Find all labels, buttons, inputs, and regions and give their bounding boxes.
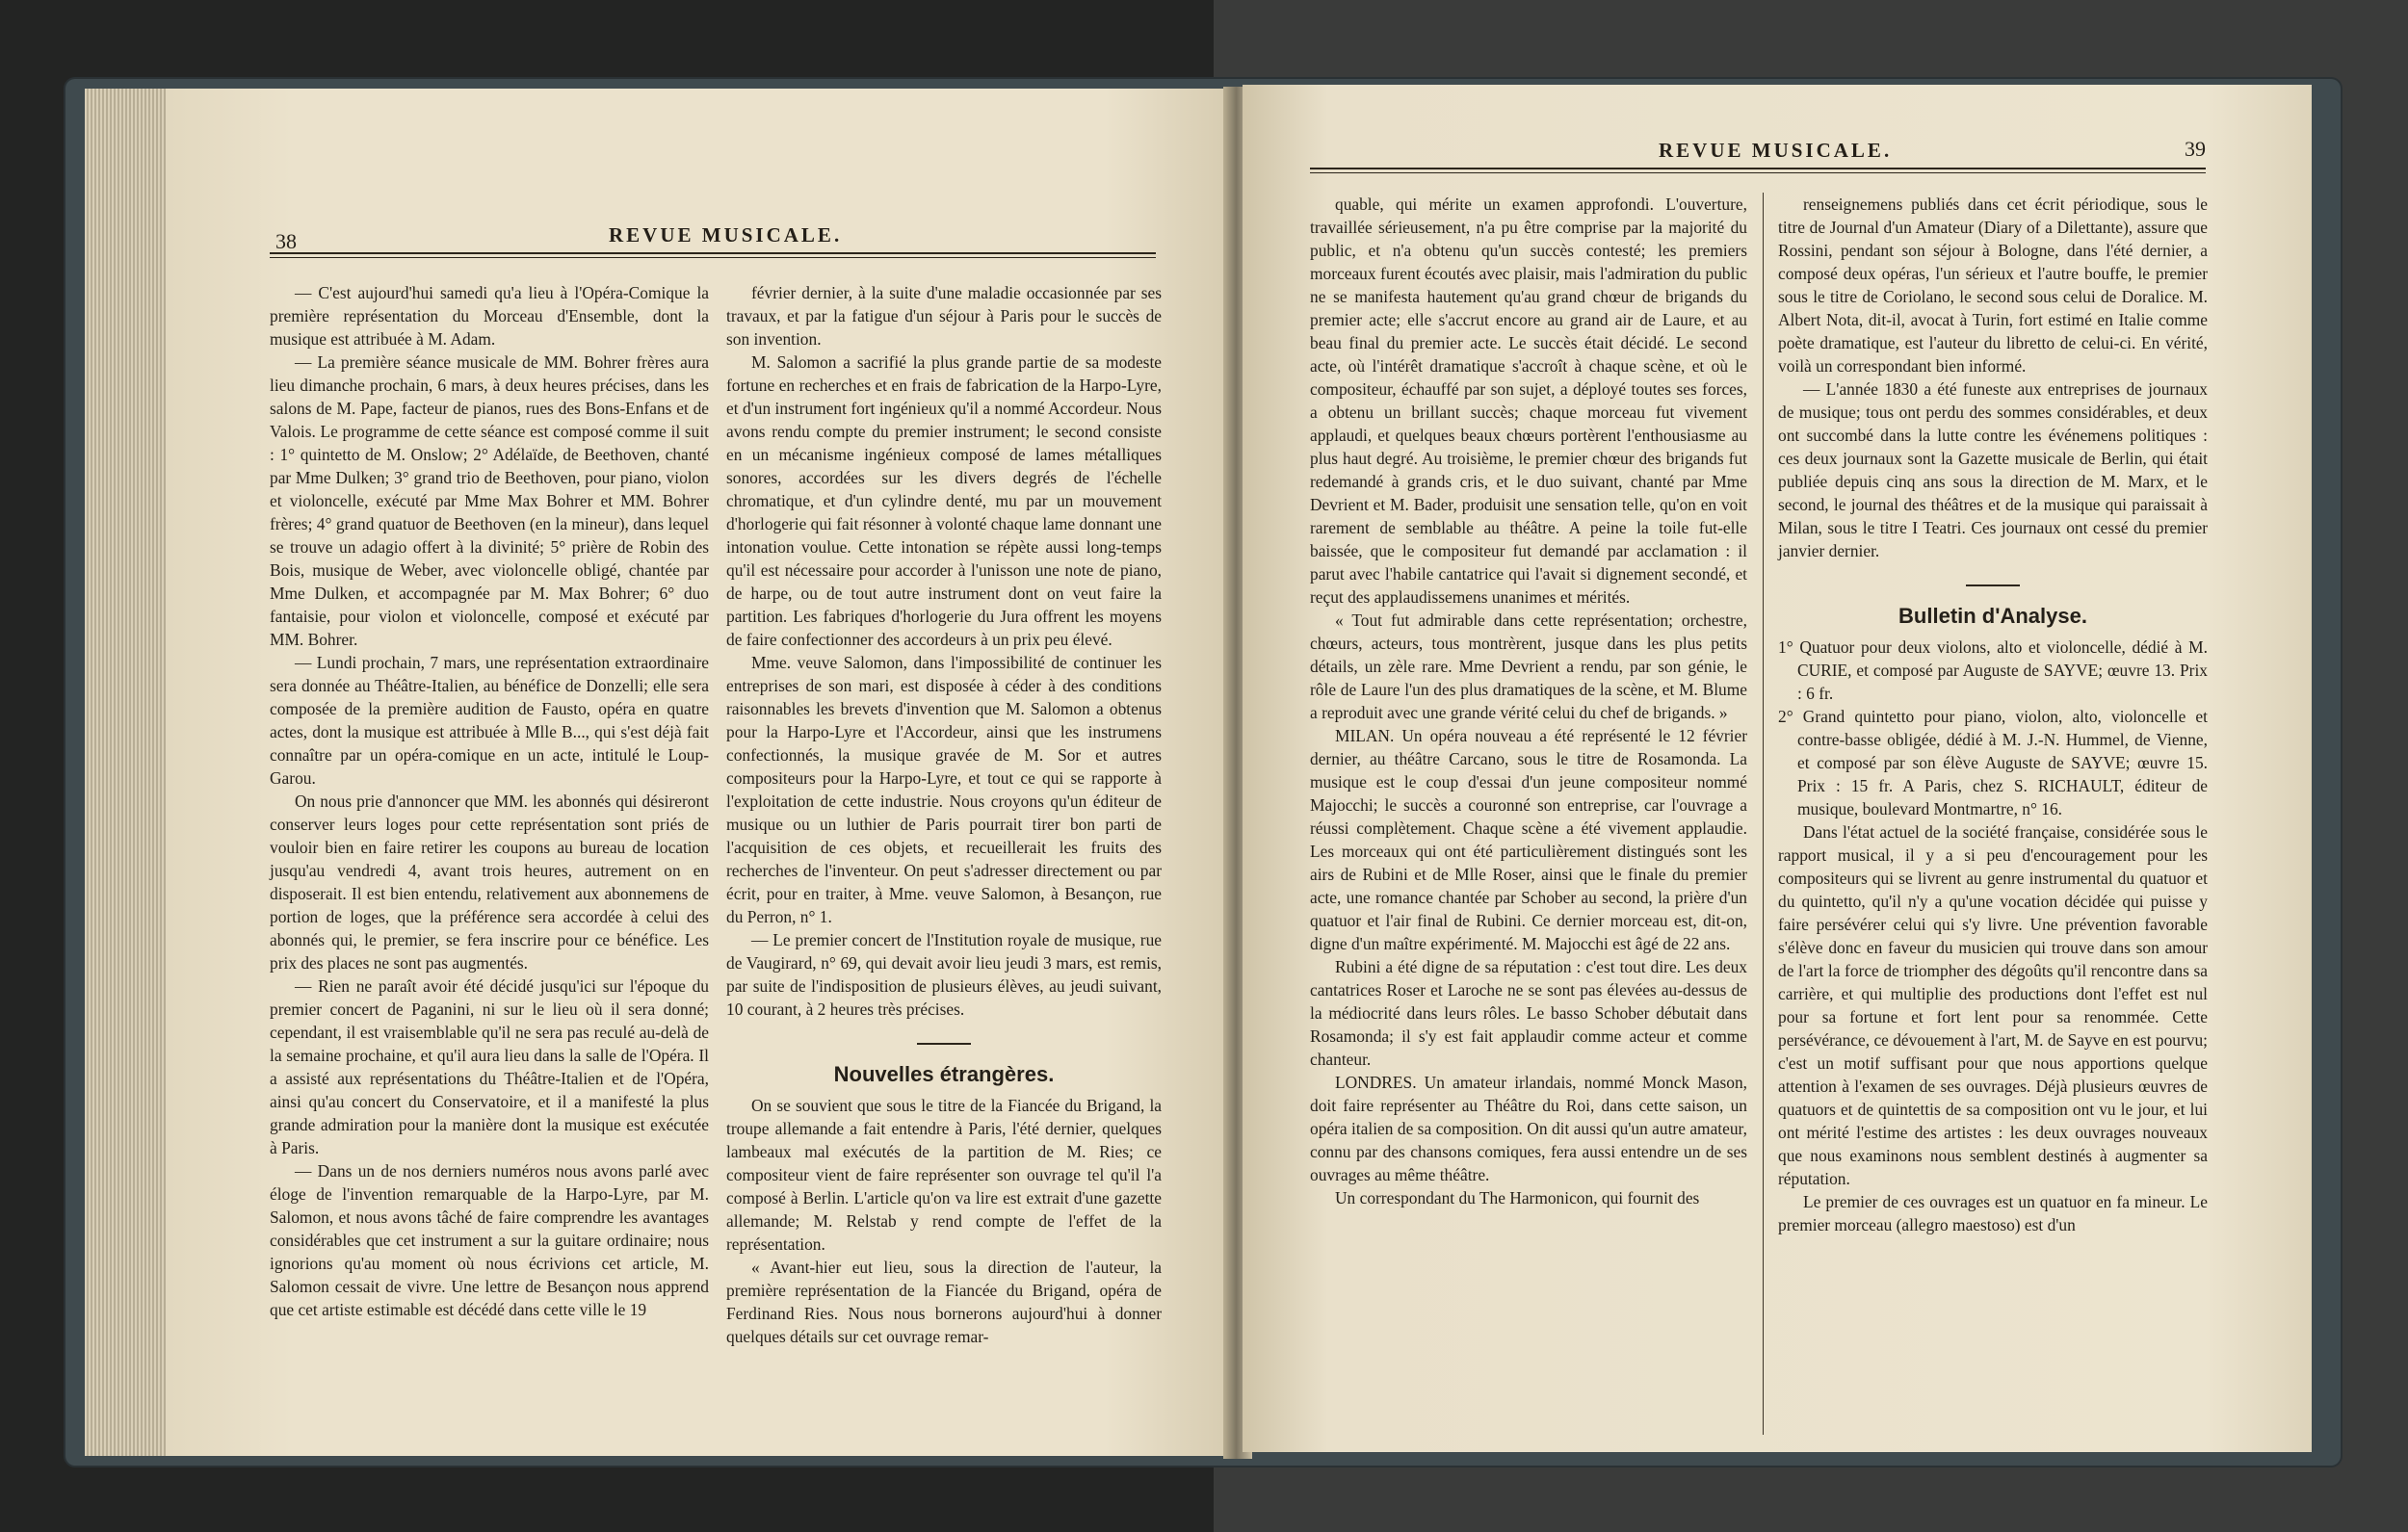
paragraph: « Tout fut admirable dans cette représentation; orchestre, chœurs, acteurs, tous montrèrent, jusque dans les plus petits détails, un zèle rare. Mme Devrient a rendu, par son génie, le rôle de Laure l'un des plus dramatiques de la scène, et M. Blume a reproduit avec une grande vérité celui du chef de brigands. » — [1310, 610, 1747, 722]
paragraph: quable, qui mérite un examen approfondi. L'ouverture, travaillée sérieusement, n'a pu être comprise par la majorité du public, et n'a obtenu qu'un succès contesté; les premiers morceaux furent écoutés avec plaisir, mais l'admiration du public ne se manifesta hautement qu'au grand chœur de brigands du premier acte; elle s'accrut encore au grand air de Laure, et au beau final du premier acte. Le succès était décidé. Le second acte, où l'intérêt dramatique s'accroît à chaque scène, et où le compositeur, échauffé par son sujet, a déployé toutes ses forces, a obtenu un brillant succès; chaque morceau fut vivement applaudi, et quelques beaux chœurs portèrent l'enthousiasme au plus haut degré. Au troisième, le premier chœur des brigands fut redemandé à grands cris, et le duo suivant, chanté par Mme Devrient et M. Bader, produisit une sensation telle, qu'on en voit rarement de semblable au théâtre. A peine la toile fut-elle baissée, que le compositeur fut demandé par acclamation : il parut avec l'habile cantatrice qui l'avait si dignement secondé, et reçut des applaudissemens unanimes et mérités. — [1310, 195, 1747, 607]
section-heading: Bulletin d'Analyse. — [1898, 604, 2087, 628]
running-head: REVUE MUSICALE. — [609, 223, 843, 247]
paragraph: renseignemens publiés dans cet écrit périodique, sous le titre de Journal d'un Amateur (Diary of a Dilettante), assure que Rossini, pendant son séjour à Bologne, dans l'été dernier, a composé deux opéras, l'un sérieux et l'autre bouffe, le premier sous le titre de Coriolano, le second sous celui de Doralice. M. Albert Nota, dit-il, avocat à Turin, fort estimé en Italie comme poète dramatique, est l'auteur du libretto de celui-ci. En vérité, voilà un correspondant bien informé. — [1778, 195, 2208, 376]
paragraph: — Lundi prochain, 7 mars, une représentation extraordinaire sera donnée au Théâtre-Italien, au bénéfice de Donzelli; elle sera composée de la première audition de Fausto, opéra en quatre actes, dont la musique est attribuée à Mlle B..., qui s'est déjà fait connaître par un opéra-comique en un acte, intitulé le Loup-Garou. — [270, 653, 709, 788]
bulletin-item: 1° Quatuor pour deux violons, alto et violoncelle, dédié à M. CURIE, et composé par Auguste de SAYVE; œuvre 13. Prix : 6 fr. — [1778, 637, 2208, 703]
section-heading: Nouvelles étrangères. — [833, 1062, 1055, 1086]
paragraph: Mme. veuve Salomon, dans l'impossibilité de continuer les entreprises de son mari, est disposée à céder à des conditions raisonnables les brevets d'invention que M. Salomon a obtenus pour la Harpo-Lyre et l'Accordeur, ainsi que les instrumens confectionnés, la musique gravée de M. Sor et autres compositeurs pour la Harpo-Lyre, et tout ce qui se rapporte à l'exploitation de cette industrie. Nous croyons qu'un éditeur de musique ou un luthier de Paris pourrait tirer bon parti de l'acquisition de ces objets, et recueillerait les fruits des recherches de l'inventeur. On peut s'adresser directement ou par écrit, pour en traiter, à Mme. veuve Salomon, à Besançon, rue du Perron, n° 1. — [726, 653, 1162, 926]
paragraph: Dans l'état actuel de la société française, considérée sous le rapport musical, il y a si peu d'encouragement pour les compositeurs qui se livrent au genre instrumental du quatuor et du quintetto, qu'il n'y a qu'une vocation décidée qui puisse y faire persévérer celui qui s'y livre. Une prévention favorable s'élève donc en faveur du musicien qui trouve dans son amour de l'art la force de triompher des dégoûts qu'il rencontre dans sa carrière, et qui multiplie des productions dont l'effet est nul pour sa fortune et fort lent pour sa renommée. Cette persévérance, ce dévouement à l'art, M. de Sayve en est pourvu; c'est un motif suffisant pour que nous apportions quelque attention à l'examen de ses ouvrages. Déjà plusieurs œuvres de quatuors et de quintettis de sa composition ont vu le jour, et lui ont mérité l'estime des artistes : les deux ouvrages nouveaux que nous examinons nous semblent destinés à augmenter sa réputation. — [1778, 822, 2208, 1188]
paragraph: — Dans un de nos derniers numéros nous avons parlé avec éloge de l'invention remarquable de la Harpo-Lyre, par M. Salomon, et nous avons tâché de faire comprendre les avantages considérables que cet instrument a sur la guitare ordinaire; nous ignorions qu'au moment où nous écrivions cet article, M. Salomon cessait de vivre. Une lettre de Besançon nous apprend que cet artiste estimable est décédé dans cette ville le 19 — [270, 1161, 709, 1319]
paragraph: On se souvient que sous le titre de la Fiancée du Brigand, la troupe allemande a fait entendre à Paris, l'été dernier, quelques lambeaux mal exécutés de la partition de M. Ries; ce compositeur vient de faire représenter son ouvrage tel qu'il l'a composé à Berlin. L'article qu'on va lire est extrait d'une gazette allemande; M. Relstab y rend compte de l'effet de la représentation. — [726, 1096, 1162, 1254]
paragraph: Rubini a été digne de sa réputation : c'est tout dire. Les deux cantatrices Roser et Laroche ne se sont pas élevées au-dessus de la médiocrité dans leurs rôles. Le basso Schober débutait dans Rosamonda; il s'y est fait applaudir comme acteur et comme chanteur. — [1310, 957, 1747, 1069]
left-page — [166, 89, 1233, 1456]
section-separator — [726, 1030, 1162, 1053]
page-number: 39 — [2185, 137, 2206, 161]
paragraph: — L'année 1830 a été funeste aux entreprises de journaux de musique; tous ont perdu des sommes considérables, et deux ont succombé dans la lutte contre les événemens politiques : ces deux journaux sont la Gazette musicale de Berlin, qui était publiée depuis cinq ans sous la direction de M. Marx, et le second, le journal des théâtres et de la musique qui paraissait à Milan, sous le titre I Teatri. Ces journaux ont cessé du premier janvier dernier. — [1778, 379, 2208, 560]
paragraph: — Rien ne paraît avoir été décidé jusqu'ici sur l'époque du premier concert de Paganini, ni sur le lieu où il sera donné; cependant, il est vraisemblable qu'il ne sera pas reculé au-delà de la semaine prochaine, et qu'il aura lieu dans la salle de l'Opéra. Il a assisté aux représentations du Théâtre-Italien et de l'Opéra, ainsi qu'au concert du Conservatoire, et il a manifesté la plus grande admiration pour la manière dont la musique est exécutée à Paris. — [270, 976, 709, 1157]
column-divider — [1763, 193, 1764, 1435]
paragraph: M. Salomon a sacrifié la plus grande partie de sa modeste fortune en recherches et en frais de fabrication de la Harpo-Lyre, et d'un instrument fort ingénieux qu'il a nommé Accordeur. Nous avons rendu compte du premier instrument; le second consiste en un mécanisme ingénieux composé de lames métalliques sonores, accordées sur les divers degrés de l'échelle chromatique, et d'un cylindre denté, mu par un mouvement d'horlogerie qui fait résonner à volonté chaque lame donnant une intonation voulue. Cette intonation se répète aussi long-temps qu'il est nécessaire pour accorder à l'unisson une note de piano, de harpe, ou de tout autre instrument dont on veut faire la partition. Les fabriques d'horlogerie du Jura offrent les moyens de faire confectionner des accordeurs à un prix peu élevé. — [726, 352, 1162, 649]
paragraph: — C'est aujourd'hui samedi qu'a lieu à l'Opéra-Comique la première représentation du Morceau d'Ensemble, dont la musique est attribuée à M. Adam. — [270, 283, 709, 349]
page-number: 38 — [275, 229, 297, 253]
paragraph: — Le premier concert de l'Institution royale de musique, rue de Vaugirard, n° 69, qui devait avoir lieu jeudi 3 mars, est remis, par suite de l'indisposition de plusieurs élèves, au jeudi suivant, 10 courant, à 2 heures très précises. — [726, 930, 1162, 1019]
paragraph: Un correspondant du The Harmonicon, qui fournit des — [1335, 1188, 1700, 1207]
bulletin-item: 2° Grand quintetto pour piano, violon, alto, violoncelle et contre-basse obligée, dédié à M. J.-N. Hummel, de Vienne, et composé par son élève Auguste de SAYVE; œuvre 15. Prix : 15 fr. A Paris, chez S. RICHAULT, éditeur de musique, boulevard Montmartre, n° 16. — [1778, 707, 2208, 818]
header-rule — [270, 252, 1156, 258]
paragraph: On nous prie d'annoncer que MM. les abonnés qui désireront conserver leurs loges pour cette représentation sont priés de vouloir bien en faire retirer les coupons au bureau de location jusqu'au vendredi 4, avant trois heures, autrement on en disposerait. Il est bien entendu, relativement aux abonnemens de portion de loges, que la préférence sera accordée à celui des abonnés qui, le premier, se fera inscrire pour ce bénéfice. Les prix des places ne sont pas augmentés. — [270, 792, 709, 973]
right-column-2 — [1778, 193, 2208, 1444]
paragraph: février dernier, à la suite d'une maladie occasionnée par ses travaux, et par la fatigue d'un séjour à Paris pour le succès de son invention. — [726, 283, 1162, 349]
paragraph: « Avant-hier eut lieu, sous la direction de l'auteur, la première représentation de la Fiancée du Brigand, opéra de Ferdinand Ries. Nous nous bornerons aujourd'hui à donner quelques détails sur cet ouvrage remar- — [726, 1258, 1162, 1346]
right-page — [1243, 85, 2312, 1452]
header-rule — [1310, 168, 2206, 173]
page-edges — [85, 89, 171, 1456]
right-column-1 — [1310, 193, 1747, 1444]
running-head: REVUE MUSICALE. — [1659, 139, 1893, 162]
section-separator — [1778, 572, 2208, 595]
paragraph: Le premier de ces ouvrages est un quatuor en fa mineur. Le premier morceau (allegro maestoso) est d'un — [1778, 1192, 2208, 1234]
left-column-2 — [726, 281, 1162, 1456]
left-column-1 — [270, 281, 709, 1456]
paragraph: MILAN. Un opéra nouveau a été représenté le 12 février dernier, au théâtre Carcano, sous le titre de Rosamonda. La musique est le coup d'essai d'un jeune compositeur nommé Majocchi; le succès a couronné son entreprise, car l'ouvrage a réussi complètement. Chaque scène a été vivement applaudie. Les morceaux qui ont été particulièrement distingués sont les airs de Rubini et de Mlle Roser, ainsi que le finale du premier acte, une romance chantée par Schober au second, la prière d'un quatuor et l'air final de Rubini. Ce dernier morceau est, dit-on, digne d'un maître expérimenté. M. Majocchi est âgé de 22 ans. — [1310, 726, 1747, 953]
paragraph: LONDRES. Un amateur irlandais, nommé Monck Mason, doit faire représenter au Théâtre du Roi, dans cette saison, un opéra italien de sa composition. On dit aussi qu'un autre amateur, connu par des chansons comiques, fera aussi entendre un de ses ouvrages au même théâtre. — [1310, 1073, 1747, 1184]
paragraph: — La première séance musicale de MM. Bohrer frères aura lieu dimanche prochain, 6 mars, à deux heures précises, dans les salons de M. Pape, facteur de pianos, rues des Bons-Enfans et de Valois. Le programme de cette séance est composé comme il suit : 1° quintetto de M. Onslow; 2° Adélaïde, de Beethoven, chanté par Mme Dulken; 3° grand trio de Beethoven, pour piano, violon et violoncelle, exécuté par Mme Max Bohrer et MM. Bohrer frères; 4° grand quatuor de Beethoven (en la mineur), dans lequel se trouve un adagio offert à la divinité; 5° prière de Robin des Bois, musique de Weber, avec violoncelle obligé, chantée par Mme Dulken, et accompagnée par M. Max Bohrer; 6° duo fantaisie, pour violon et violoncelle, composé et exécuté par MM. Bohrer. — [270, 352, 709, 649]
